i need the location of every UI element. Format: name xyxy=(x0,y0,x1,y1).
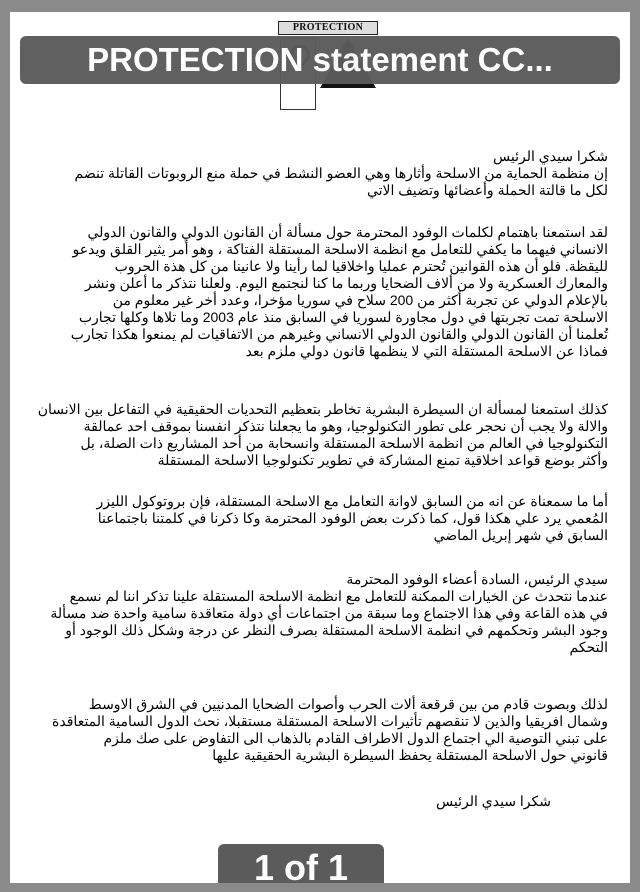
text-line: لليقظة. فلو أن هذه القوانين تُحترم عمليا واخلاقيا لما رأينا ولا عانينا من كل هذة الحروب xyxy=(114,258,608,274)
logo-wordmark: PROTECTION xyxy=(278,21,378,35)
text-line: والمعارك العسكرية ولا من ألاف الضحايا وربما ما كنا لنجتمع اليوم. ولعلنا نتذكر ما أعلن ونشر xyxy=(84,275,608,291)
signoff: شكرا سيدي الرئيس xyxy=(436,793,551,809)
paragraph xyxy=(72,148,608,199)
text-line: أما ما سمعناة عن انه من السابق لاوانة التعامل مع الاسلحة المستقلة، فإن بروتوكول الليزر xyxy=(96,493,608,509)
text-line: والالة ولا يجب أن نحجر على تطور التكنولوجيا، وهو ما يجعلنا نتذكر انفسنا بموقف احد عمالقة xyxy=(83,418,608,434)
page-indicator: 1 of 1 xyxy=(218,844,384,883)
text-line: شكرا سيدي الرئيس xyxy=(493,148,608,164)
text-line: وشمال افريقيا والذين لا تنقصهم تأثيرات الاسلحة المستقلة مستقبلا، نحث الدول السامية المتعاقدة xyxy=(52,713,608,729)
text-line: قانوني حول الاسلحة المستقلة يحفظ السيطرة البشرية الحقيقية عليها xyxy=(212,747,608,763)
text-line: التحكم xyxy=(569,639,608,655)
text-line: فماذا عن الاسلحة المستقلة التي لا ينظمها قانون دولي ملزم بعد xyxy=(245,343,608,359)
text-line: عندما نتحدث عن الخيارات الممكنة للتعامل مع انظمة الاسلحة المستقلة علينا تذكر اننا لم نسمع xyxy=(69,588,608,604)
text-line: المُعمي يرد علي هكذا قول، كما ذكرت بعض الوفود المحترمة وكا ذكرنا في كلمتنا باجتماعنا xyxy=(97,510,608,526)
document-title-banner[interactable]: PROTECTION statement CC... xyxy=(20,36,620,84)
paragraph xyxy=(72,493,608,544)
text-line: تُعلمنا أن القانون الدولي والقانون الدولي الانساني وغيرهم من الاتفاقيات لم يمنعوا هكذا تجارب xyxy=(70,326,608,342)
text-line: إن منظمة الحماية من الاسلحة وأثارها وهي العضو النشط في حملة منع الروبوتات القاتلة تنضم xyxy=(74,165,608,181)
paragraph xyxy=(72,224,608,360)
paragraph xyxy=(50,571,608,656)
paragraph xyxy=(52,696,608,764)
text-line: التكنولوجيا في العالم من انظمة الاسلحة المستقلة وانسحابة من أحد المشاريع ذات الصلة، بل xyxy=(80,435,608,451)
text-line: وأكثر بوضع قواعد اخلاقية تمنع المشاركة في تطوير تكنولوجيا الاسلحة المستقلة xyxy=(157,452,608,468)
text-line: كذلك استمعنا لمسألة ان السيطرة البشرية تخاطر بتعظيم التحديات الحقيقية في التفاعل بين الانسان xyxy=(37,401,608,417)
text-line: السابق في شهر إبريل الماضي xyxy=(433,527,608,543)
text-line: على تبني التوصية الي اجتماع الدول الاطراف القادم بالذهاب الى التفاوض على صك ملزم xyxy=(103,730,608,746)
text-line: في هذه القاعة وفي هذا الاجتماع وما سبقة من اجتماعات أي دولة متعاقدة سامية واحدة ضد مسألة xyxy=(50,605,608,621)
text-line: سيدي الرئيس، السادة أعضاء الوفود المحترمة xyxy=(346,571,608,587)
text-line: لقد استمعنا باهتمام لكلمات الوفود المحترمة حول مسألة أن القانون الدولي والقانون الدولي xyxy=(87,224,608,240)
text-line: لذلك وبصوت قادم من بين قرقعة ألات الحرب وأصوات الضحايا المدنيين في الشرق الاوسط xyxy=(88,696,608,712)
text-line: الانساني فيهما ما يكفي للتعامل مع انظمة الاسلحة المستقلة الفتاكة ، وهو أمر يثير القلق ويدعو xyxy=(72,241,608,257)
text-line: الاسلحة تمت تجربتها في دول مجاورة لسوريا في السابق منذ عام 2003 وما تلاها وكلها تجارب xyxy=(78,309,608,325)
text-line: وجود البشر وتحكمهم في انظمة الاسلحة المستقلة بصرف النظر عن درجة وشكل ذلك الوجود أو xyxy=(65,622,608,638)
paragraph xyxy=(37,401,608,469)
text-line: لكل ما قالتة الحملة وأعضائها وتضيف الاتي xyxy=(366,182,608,198)
text-line: بالإعلام الدولي عن تجربة أكثر من 200 سلاح في سوريا مؤخرا، وعدد أخر غير معلوم من xyxy=(112,292,608,308)
